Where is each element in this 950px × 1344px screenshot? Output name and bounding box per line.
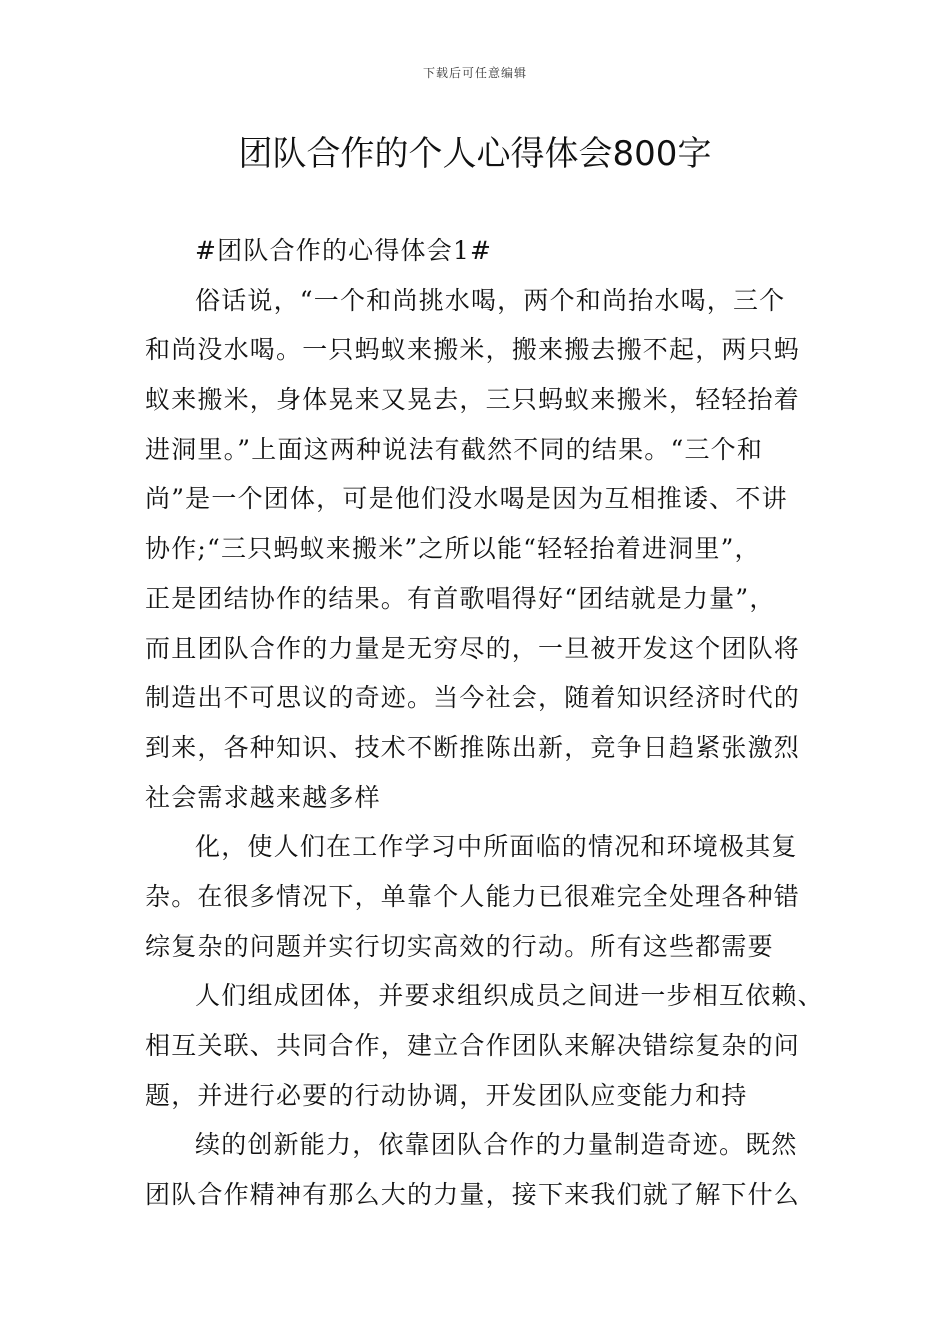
text-line: 社会需求越来越多样 xyxy=(145,782,381,812)
body-text xyxy=(145,226,824,1220)
text-line: 蚁来搬米，身体晃来又晃去，三只蚂蚁来搬米，轻轻抬着 xyxy=(145,385,801,415)
text-line: 化，使人们在工作学习中所面临的情况和环境极其复 xyxy=(195,832,798,862)
text-line: 团队合作精神有那么大的力量，接下来我们就了解下什么 xyxy=(145,1180,801,1210)
text-line: 而且团队合作的力量是无穷尽的，一旦被开发这个团队将 xyxy=(145,633,801,663)
text-line: 相互关联、共同合作，建立合作团队来解决错综复杂的问 xyxy=(145,1031,801,1060)
text-line: 正是团结协作的结果。有首歌唱得好“团结就是力量”， xyxy=(145,583,776,613)
text-line: 进洞里。”上面这两种说法有截然不同的结果。“三个和 xyxy=(145,434,764,464)
text-line: 和尚没水喝。一只蚂蚁来搬米，搬来搬去搬不起，两只蚂 xyxy=(145,335,801,365)
text-line: #团队合作的心得体会1# xyxy=(195,236,493,265)
text-line: 尚”是一个团体，可是他们没水喝是因为互相推诿、不讲 xyxy=(145,484,788,514)
text-line: 人们组成团体，并要求组织成员之间进一步相互依赖、 xyxy=(195,981,824,1011)
text-line: 到来，各种知识、技术不断推陈出新，竞争日趋紧张激烈 xyxy=(145,732,801,762)
text-line: 制造出不可思议的奇迹。当今社会，随着知识经济时代的 xyxy=(145,683,801,713)
text-line: 杂。在很多情况下，单靠个人能力已很难完全处理各种错 xyxy=(145,881,801,911)
text-line: 协作;“三只蚂蚁来搬米”之所以能“轻轻抬着进洞里”， xyxy=(145,534,761,564)
text-line: 续的创新能力，依靠团队合作的力量制造奇迹。既然 xyxy=(195,1130,798,1160)
text-line: 综复杂的问题并实行切实高效的行动。所有这些都需要 xyxy=(145,931,774,961)
header-note: 下载后可任意编辑 xyxy=(422,66,527,80)
text-line: 题，并进行必要的行动协调，开发团队应变能力和持 xyxy=(145,1080,748,1110)
text-line: 俗话说，“一个和尚挑水喝，两个和尚抬水喝，三个 xyxy=(195,285,786,315)
page-title: 团队合作的个人心得体会800字 xyxy=(238,134,712,174)
